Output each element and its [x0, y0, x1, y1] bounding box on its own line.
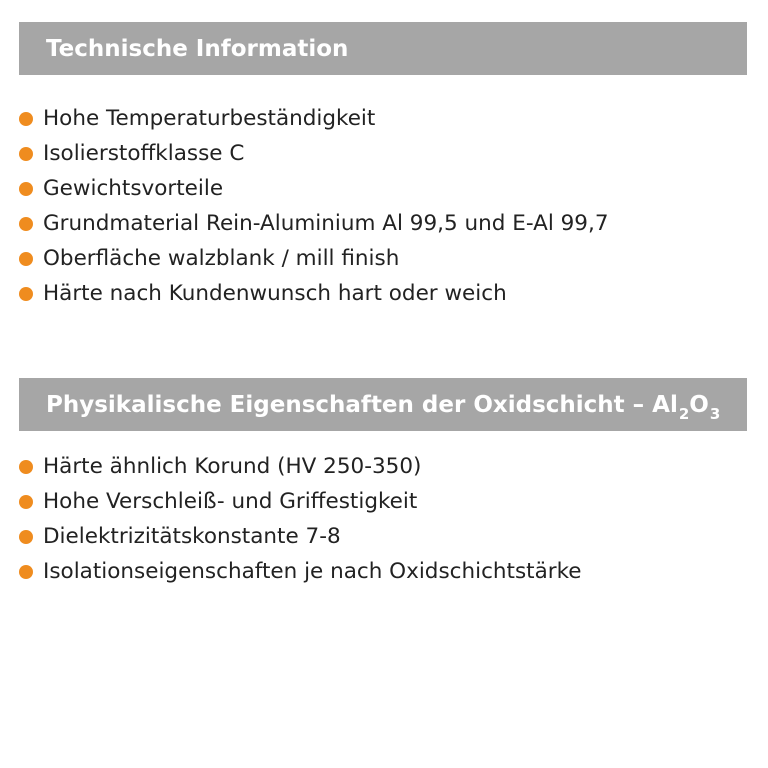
list-item-text: Hohe Verschleiß- und Griffestigkeit	[43, 489, 418, 514]
physical-properties-list	[19, 449, 582, 589]
bullet-dot-icon	[19, 252, 33, 266]
list-item	[19, 554, 582, 589]
bullet-dot-icon	[19, 182, 33, 196]
bullet-dot-icon	[19, 530, 33, 544]
list-item-text: Isolierstoffklasse C	[43, 141, 245, 166]
list-item	[19, 101, 609, 136]
list-item	[19, 484, 582, 519]
section-header-physical-properties	[19, 378, 747, 431]
list-item	[19, 171, 609, 206]
technical-info-list	[19, 101, 609, 311]
bullet-dot-icon	[19, 460, 33, 474]
section-title-o: O	[689, 391, 709, 418]
subscript-3: 3	[709, 404, 721, 423]
list-item-text: Härte ähnlich Korund (HV 250-350)	[43, 454, 422, 479]
bullet-dot-icon	[19, 565, 33, 579]
bullet-dot-icon	[19, 495, 33, 509]
section-title	[46, 391, 721, 423]
bullet-dot-icon	[19, 147, 33, 161]
list-item	[19, 241, 609, 276]
section-title: Technische Information	[46, 35, 349, 62]
list-item	[19, 449, 582, 484]
list-item-text: Grundmaterial Rein-Aluminium Al 99,5 und E-Al 99,7	[43, 211, 609, 236]
bullet-dot-icon	[19, 287, 33, 301]
list-item-text: Härte nach Kundenwunsch hart oder weich	[43, 281, 507, 306]
bullet-dot-icon	[19, 112, 33, 126]
list-item	[19, 136, 609, 171]
list-item-text: Isolationseigenschaften je nach Oxidschichtstärke	[43, 559, 582, 584]
bullet-dot-icon	[19, 217, 33, 231]
list-item-text: Oberfläche walzblank / mill finish	[43, 246, 400, 271]
subscript-2: 2	[678, 404, 690, 423]
list-item-text: Dielektrizitätskonstante 7-8	[43, 524, 341, 549]
list-item	[19, 276, 609, 311]
list-item-text: Gewichtsvorteile	[43, 176, 224, 201]
list-item	[19, 206, 609, 241]
section-header-technical-info	[19, 22, 747, 75]
list-item-text: Hohe Temperaturbeständigkeit	[43, 106, 376, 131]
list-item	[19, 519, 582, 554]
section-title-main: Physikalische Eigenschaften der Oxidschicht – Al	[46, 391, 678, 418]
